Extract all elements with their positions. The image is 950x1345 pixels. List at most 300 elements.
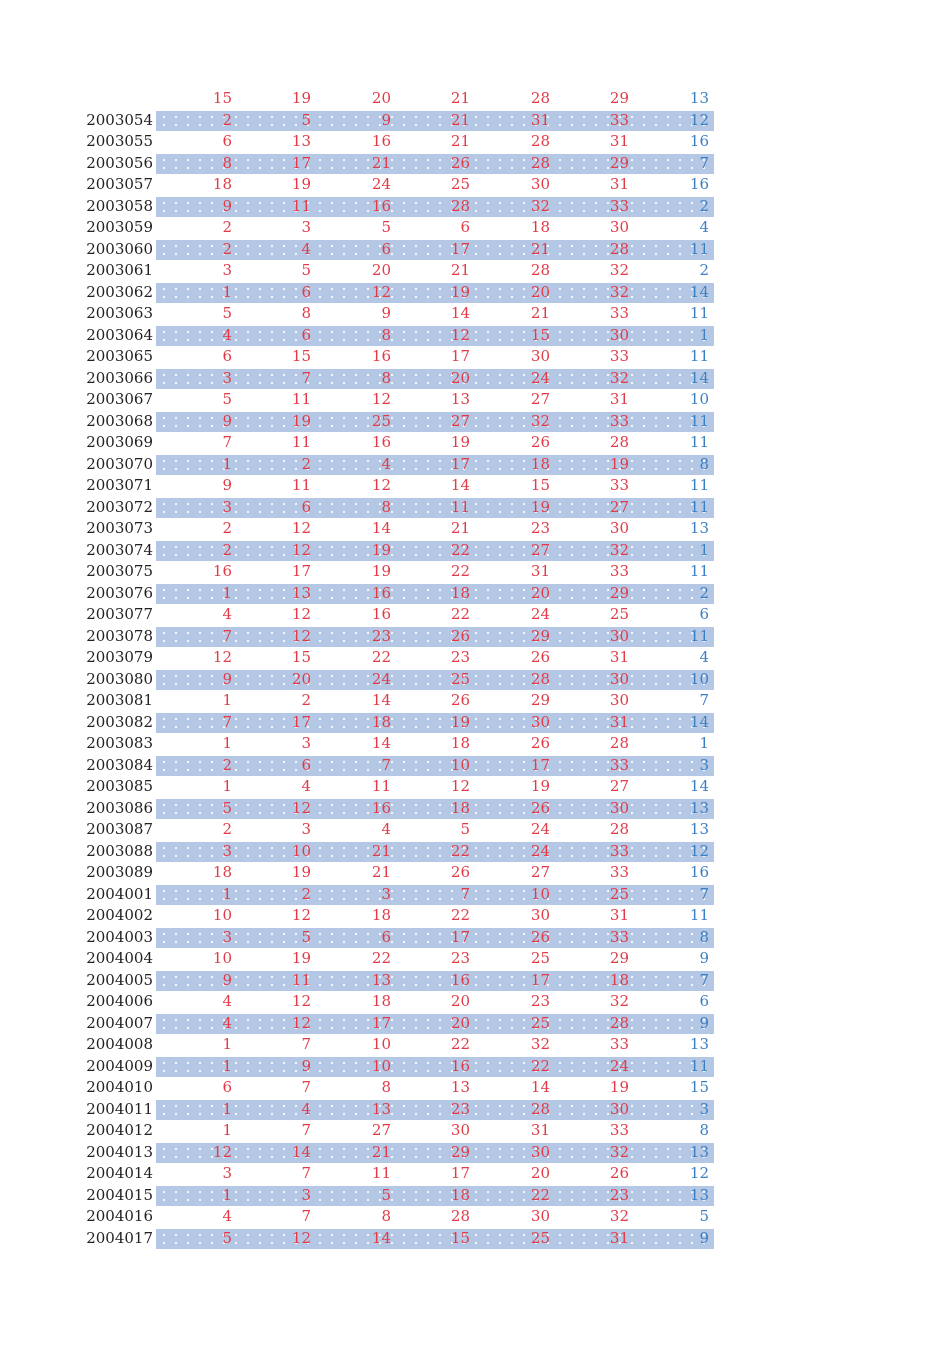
red-number-4: 26 [450, 691, 470, 709]
red-number-2: 12 [291, 1013, 311, 1032]
red-number-4: 6 [460, 218, 470, 236]
table-row [0, 776, 950, 798]
issue-number: 2003057 [86, 175, 153, 193]
red-number-1: 18 [212, 863, 232, 881]
red-number-3: 4 [381, 820, 391, 838]
red-number-1: 7 [222, 433, 232, 451]
red-number-4: 25 [450, 669, 470, 688]
red-number-5: 21 [530, 304, 550, 322]
blue-number: 10 [689, 669, 709, 688]
blue-number: 13 [689, 820, 709, 838]
red-number-2: 5 [301, 261, 311, 279]
red-number-6: 30 [609, 1099, 629, 1118]
red-number-3: 19 [371, 540, 391, 559]
red-number-1: 10 [212, 949, 232, 967]
red-number-5: 26 [530, 927, 550, 946]
red-number-2: 6 [301, 282, 311, 301]
red-number-5: 19 [530, 497, 550, 516]
table-row [0, 669, 950, 691]
red-number-4: 13 [450, 1078, 470, 1096]
red-number-4: 14 [450, 304, 470, 322]
red-number-2: 13 [291, 132, 311, 150]
red-number-6: 31 [609, 1228, 629, 1247]
issue-number: 2003074 [86, 540, 153, 559]
red-number-1: 3 [222, 368, 232, 387]
table-row [0, 518, 950, 540]
red-number-6: 25 [609, 605, 629, 623]
red-number-2: 4 [301, 1099, 311, 1118]
red-number-4: 20 [450, 368, 470, 387]
red-number-5: 30 [530, 1142, 550, 1161]
issue-number: 2004002 [86, 906, 153, 924]
red-number-3: 7 [381, 755, 391, 774]
blue-number: 11 [689, 1056, 709, 1075]
red-number-4: 28 [450, 196, 470, 215]
issue-number: 2003065 [86, 347, 153, 365]
table-row [0, 1206, 950, 1228]
red-number-3: 16 [371, 196, 391, 215]
red-number-1: 3 [222, 261, 232, 279]
red-number-5: 30 [530, 347, 550, 365]
red-number-6: 19 [609, 454, 629, 473]
issue-number: 2003075 [86, 562, 153, 580]
red-number-3: 21 [371, 841, 391, 860]
red-number-5: 27 [530, 540, 550, 559]
red-number-3: 4 [381, 454, 391, 473]
red-number-1: 1 [222, 1099, 232, 1118]
red-number-3: 24 [371, 175, 391, 193]
red-number-4: 19 [450, 712, 470, 731]
red-number-3: 10 [371, 1035, 391, 1053]
table-row [0, 411, 950, 433]
red-number-1: 6 [222, 1078, 232, 1096]
red-number-4: 17 [450, 1164, 470, 1182]
red-number-2: 7 [301, 1164, 311, 1182]
table-row [0, 1056, 950, 1078]
blue-number: 2 [699, 261, 709, 279]
red-number-2: 12 [291, 1228, 311, 1247]
table-row [0, 647, 950, 669]
issue-number: 2003058 [86, 196, 153, 215]
blue-number: 8 [699, 1121, 709, 1139]
red-number-4: 30 [450, 1121, 470, 1139]
red-number-3: 24 [371, 669, 391, 688]
red-number-1: 4 [222, 1013, 232, 1032]
blue-number: 7 [699, 884, 709, 903]
blue-number: 13 [689, 1142, 709, 1161]
red-number-2: 13 [291, 583, 311, 602]
blue-number: 9 [699, 949, 709, 967]
red-number-4: 18 [450, 734, 470, 752]
red-number-1: 1 [222, 583, 232, 602]
red-number-2: 14 [291, 1142, 311, 1161]
issue-number: 2004013 [86, 1142, 153, 1161]
table-row [0, 884, 950, 906]
red-number-5: 25 [530, 1228, 550, 1247]
issue-number: 2004009 [86, 1056, 153, 1075]
table-row [0, 196, 950, 218]
issue-number: 2003076 [86, 583, 153, 602]
red-number-5: 30 [530, 712, 550, 731]
table-row [0, 497, 950, 519]
red-number-4: 20 [450, 992, 470, 1010]
issue-number: 2003084 [86, 755, 153, 774]
red-number-3: 16 [371, 347, 391, 365]
red-number-5: 31 [530, 110, 550, 129]
red-number-2: 3 [301, 1185, 311, 1204]
blue-number: 11 [689, 239, 709, 258]
red-number-4: 18 [450, 583, 470, 602]
table-row [0, 110, 950, 132]
red-number-2: 19 [291, 175, 311, 193]
red-number-3: 3 [381, 884, 391, 903]
issue-number: 2003063 [86, 304, 153, 322]
blue-number: 4 [699, 218, 709, 236]
table-row [0, 1077, 950, 1099]
red-number-5: 31 [530, 562, 550, 580]
red-number-1: 5 [222, 1228, 232, 1247]
red-number-4: 21 [450, 89, 470, 107]
table-row [0, 948, 950, 970]
red-number-6: 33 [609, 927, 629, 946]
red-number-2: 5 [301, 927, 311, 946]
red-number-3: 13 [371, 970, 391, 989]
red-number-3: 11 [371, 1164, 391, 1182]
table-row [0, 217, 950, 239]
red-number-5: 23 [530, 992, 550, 1010]
red-number-1: 3 [222, 841, 232, 860]
table-row [0, 131, 950, 153]
red-number-4: 21 [450, 132, 470, 150]
red-number-1: 12 [212, 1142, 232, 1161]
issue-number: 2003088 [86, 841, 153, 860]
red-number-2: 6 [301, 755, 311, 774]
red-number-4: 25 [450, 175, 470, 193]
issue-number: 2003056 [86, 153, 153, 172]
red-number-6: 33 [609, 562, 629, 580]
red-number-1: 2 [222, 540, 232, 559]
red-number-5: 20 [530, 583, 550, 602]
red-number-5: 32 [530, 196, 550, 215]
issue-number: 2004011 [86, 1099, 153, 1118]
red-number-5: 21 [530, 239, 550, 258]
red-number-6: 29 [609, 153, 629, 172]
red-number-5: 15 [530, 476, 550, 494]
red-number-6: 31 [609, 175, 629, 193]
red-number-4: 21 [450, 519, 470, 537]
blue-number: 16 [689, 175, 709, 193]
red-number-5: 25 [530, 1013, 550, 1032]
red-number-6: 32 [609, 261, 629, 279]
red-number-1: 3 [222, 927, 232, 946]
red-number-5: 24 [530, 841, 550, 860]
table-row [0, 583, 950, 605]
table-row [0, 561, 950, 583]
blue-number: 4 [699, 648, 709, 666]
red-number-1: 1 [222, 1056, 232, 1075]
red-number-5: 32 [530, 411, 550, 430]
issue-number: 2003067 [86, 390, 153, 408]
red-number-5: 23 [530, 519, 550, 537]
table-row [0, 604, 950, 626]
red-number-2: 10 [291, 841, 311, 860]
red-number-4: 7 [460, 884, 470, 903]
red-number-1: 7 [222, 712, 232, 731]
issue-number: 2003083 [86, 734, 153, 752]
red-number-5: 30 [530, 175, 550, 193]
red-number-3: 5 [381, 218, 391, 236]
red-number-1: 1 [222, 777, 232, 795]
red-number-2: 4 [301, 239, 311, 258]
issue-number: 2004010 [86, 1078, 153, 1096]
issue-number: 2004007 [86, 1013, 153, 1032]
issue-number: 2004015 [86, 1185, 153, 1204]
red-number-3: 12 [371, 476, 391, 494]
red-number-5: 26 [530, 734, 550, 752]
red-number-5: 29 [530, 626, 550, 645]
red-number-4: 29 [450, 1142, 470, 1161]
red-number-1: 8 [222, 153, 232, 172]
red-number-1: 5 [222, 798, 232, 817]
red-number-5: 22 [530, 1056, 550, 1075]
table-row [0, 475, 950, 497]
red-number-4: 27 [450, 411, 470, 430]
blue-number: 3 [699, 1099, 709, 1118]
red-number-6: 26 [609, 1164, 629, 1182]
red-number-5: 26 [530, 433, 550, 451]
red-number-2: 17 [291, 562, 311, 580]
red-number-6: 27 [609, 497, 629, 516]
red-number-2: 7 [301, 1035, 311, 1053]
red-number-6: 28 [609, 433, 629, 451]
table-row [0, 798, 950, 820]
red-number-4: 12 [450, 325, 470, 344]
red-number-5: 18 [530, 454, 550, 473]
red-number-4: 13 [450, 390, 470, 408]
red-number-6: 30 [609, 798, 629, 817]
red-number-5: 17 [530, 970, 550, 989]
blue-number: 7 [699, 691, 709, 709]
red-number-1: 3 [222, 1164, 232, 1182]
blue-number: 14 [689, 777, 709, 795]
red-number-2: 12 [291, 992, 311, 1010]
red-number-6: 33 [609, 476, 629, 494]
red-number-1: 2 [222, 110, 232, 129]
red-number-6: 32 [609, 540, 629, 559]
red-number-2: 4 [301, 777, 311, 795]
red-number-6: 33 [609, 1035, 629, 1053]
issue-number: 2004014 [86, 1164, 153, 1182]
red-number-5: 24 [530, 605, 550, 623]
red-number-3: 6 [381, 927, 391, 946]
red-number-4: 26 [450, 863, 470, 881]
red-number-5: 29 [530, 691, 550, 709]
red-number-2: 7 [301, 368, 311, 387]
red-number-2: 12 [291, 540, 311, 559]
blue-number: 13 [689, 798, 709, 817]
red-number-2: 6 [301, 497, 311, 516]
issue-number: 2003070 [86, 454, 153, 473]
blue-number: 2 [699, 196, 709, 215]
blue-number: 15 [689, 1078, 709, 1096]
red-number-3: 25 [371, 411, 391, 430]
red-number-1: 2 [222, 519, 232, 537]
red-number-3: 8 [381, 1078, 391, 1096]
blue-number: 6 [699, 992, 709, 1010]
red-number-2: 6 [301, 325, 311, 344]
red-number-1: 1 [222, 1121, 232, 1139]
red-number-4: 23 [450, 949, 470, 967]
red-number-4: 17 [450, 239, 470, 258]
red-number-6: 19 [609, 1078, 629, 1096]
table-row [0, 733, 950, 755]
issue-number: 2003082 [86, 712, 153, 731]
blue-number: 11 [689, 476, 709, 494]
red-number-2: 2 [301, 691, 311, 709]
red-number-4: 19 [450, 282, 470, 301]
red-number-2: 7 [301, 1121, 311, 1139]
table-row [0, 239, 950, 261]
blue-number: 13 [689, 519, 709, 537]
red-number-2: 11 [291, 433, 311, 451]
blue-number: 1 [699, 325, 709, 344]
red-number-1: 4 [222, 992, 232, 1010]
red-number-6: 30 [609, 325, 629, 344]
header-row [0, 88, 950, 110]
issue-number: 2003089 [86, 863, 153, 881]
red-number-6: 31 [609, 132, 629, 150]
red-number-1: 9 [222, 411, 232, 430]
red-number-2: 19 [291, 89, 311, 107]
red-number-1: 16 [212, 562, 232, 580]
red-number-5: 32 [530, 1035, 550, 1053]
red-number-4: 26 [450, 626, 470, 645]
red-number-4: 17 [450, 927, 470, 946]
blue-number: 10 [689, 390, 709, 408]
issue-number: 2003077 [86, 605, 153, 623]
table-row [0, 260, 950, 282]
red-number-2: 5 [301, 110, 311, 129]
red-number-5: 10 [530, 884, 550, 903]
red-number-3: 6 [381, 239, 391, 258]
issue-number: 2004004 [86, 949, 153, 967]
red-number-1: 15 [212, 89, 232, 107]
red-number-4: 20 [450, 1013, 470, 1032]
red-number-4: 22 [450, 540, 470, 559]
red-number-6: 30 [609, 519, 629, 537]
red-number-2: 2 [301, 884, 311, 903]
red-number-4: 11 [450, 497, 470, 516]
blue-number: 12 [689, 841, 709, 860]
issue-number: 2003069 [86, 433, 153, 451]
table-row [0, 1185, 950, 1207]
red-number-5: 28 [530, 132, 550, 150]
red-number-3: 22 [371, 949, 391, 967]
issue-number: 2003087 [86, 820, 153, 838]
issue-number: 2003060 [86, 239, 153, 258]
red-number-4: 26 [450, 153, 470, 172]
red-number-2: 12 [291, 519, 311, 537]
red-number-6: 29 [609, 583, 629, 602]
blue-number: 6 [699, 605, 709, 623]
red-number-4: 22 [450, 906, 470, 924]
blue-number: 5 [699, 1207, 709, 1225]
blue-number: 12 [689, 110, 709, 129]
issue-number: 2003073 [86, 519, 153, 537]
blue-number: 1 [699, 734, 709, 752]
red-number-3: 20 [371, 89, 391, 107]
red-number-5: 22 [530, 1185, 550, 1204]
red-number-6: 32 [609, 1142, 629, 1161]
red-number-2: 3 [301, 820, 311, 838]
issue-number: 2004016 [86, 1207, 153, 1225]
red-number-2: 12 [291, 798, 311, 817]
red-number-4: 16 [450, 970, 470, 989]
issue-number: 2003068 [86, 411, 153, 430]
red-number-4: 23 [450, 648, 470, 666]
red-number-2: 19 [291, 411, 311, 430]
red-number-4: 18 [450, 1185, 470, 1204]
red-number-5: 28 [530, 669, 550, 688]
table-row [0, 905, 950, 927]
red-number-4: 5 [460, 820, 470, 838]
red-number-6: 28 [609, 239, 629, 258]
red-number-6: 28 [609, 734, 629, 752]
red-number-6: 33 [609, 304, 629, 322]
blue-number: 2 [699, 583, 709, 602]
red-number-6: 31 [609, 906, 629, 924]
red-number-3: 22 [371, 648, 391, 666]
red-number-1: 1 [222, 734, 232, 752]
red-number-3: 8 [381, 368, 391, 387]
red-number-3: 16 [371, 433, 391, 451]
table-row [0, 819, 950, 841]
red-number-5: 19 [530, 777, 550, 795]
red-number-2: 17 [291, 712, 311, 731]
issue-number: 2003054 [86, 110, 153, 129]
blue-number: 9 [699, 1013, 709, 1032]
red-number-6: 33 [609, 755, 629, 774]
red-number-3: 18 [371, 992, 391, 1010]
red-number-6: 29 [609, 949, 629, 967]
red-number-2: 2 [301, 454, 311, 473]
red-number-1: 18 [212, 175, 232, 193]
table-row [0, 841, 950, 863]
red-number-5: 20 [530, 1164, 550, 1182]
issue-number: 2004003 [86, 927, 153, 946]
issue-number: 2004012 [86, 1121, 153, 1139]
red-number-1: 2 [222, 218, 232, 236]
table-row [0, 389, 950, 411]
table-row [0, 1013, 950, 1035]
red-number-2: 17 [291, 153, 311, 172]
red-number-1: 2 [222, 820, 232, 838]
red-number-1: 2 [222, 239, 232, 258]
red-number-1: 3 [222, 497, 232, 516]
red-number-6: 32 [609, 1207, 629, 1225]
red-number-3: 8 [381, 1207, 391, 1225]
table-row [0, 862, 950, 884]
red-number-1: 1 [222, 884, 232, 903]
table-row [0, 991, 950, 1013]
issue-number: 2004008 [86, 1035, 153, 1053]
issue-number: 2003064 [86, 325, 153, 344]
red-number-6: 28 [609, 1013, 629, 1032]
table-row [0, 432, 950, 454]
red-number-6: 31 [609, 712, 629, 731]
issue-number: 2003081 [86, 691, 153, 709]
blue-number: 7 [699, 153, 709, 172]
